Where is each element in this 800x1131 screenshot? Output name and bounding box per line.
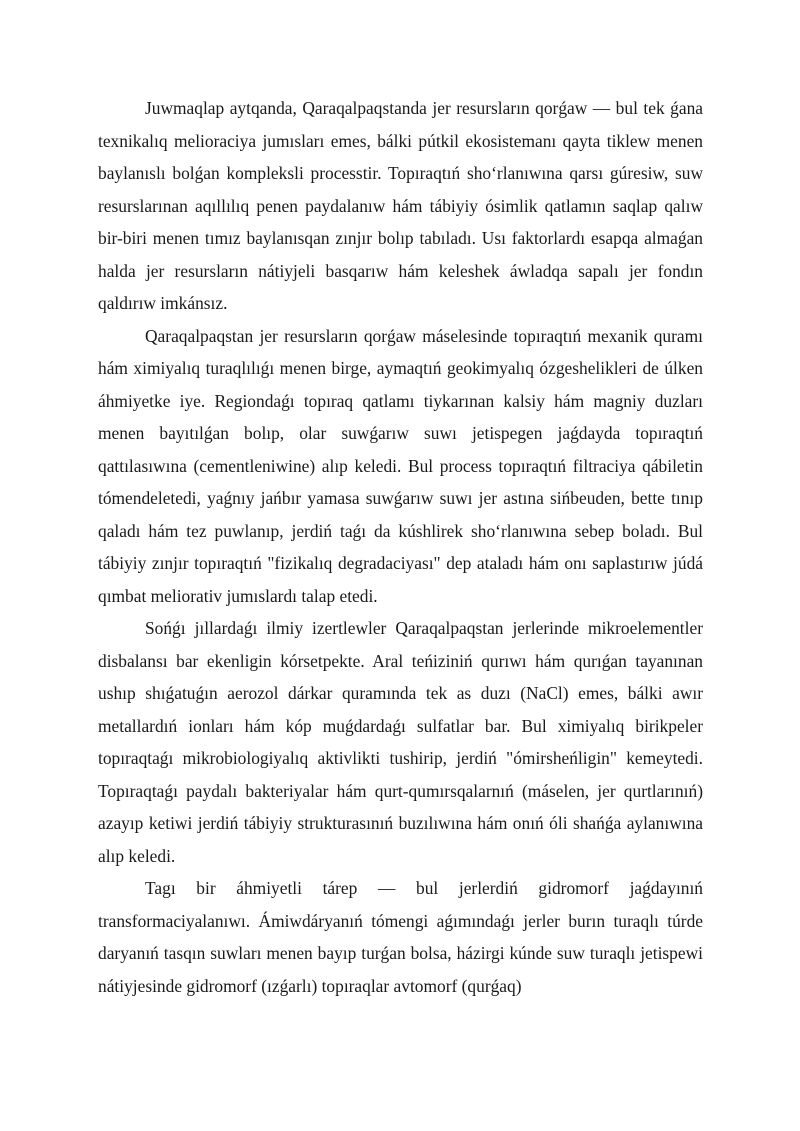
- paragraph-microelements: Sońǵı jıllardaǵı ilmiy izertlewler Qaraqalpaqstan jerlerinde mikroelementler disbalansı bar ekenligin kórsetpekte. Aral teńiziniń qurıwı hám qurıǵan tayanınan ushıp shıǵatuǵın aerozol dárkar quramında tek as duzı (NaCl) emes, bálki awır metallardıń ionları hám kóp muǵdardaǵı sulfatlar bar. Bul ximiyalıq birikpeler topıraqtaǵı mikrobiologiyalıq aktivlikti tushirip, jerdiń "ómirsheńligin" kemeytedi. Topıraqtaǵı paydalı bakteriyalar hám qurt-qumırsqalarnıń (máselen, jer qurtlarınıń) azayıp ketiwi jerdiń tábiyiy strukturasınıń buzılıwına hám onıń óli shańǵa aylanıwına alıp keledi.: [98, 618, 703, 866]
- paragraph-conclusion: Juwmaqlap aytqanda, Qaraqalpaqstanda jer resursların qorǵaw — bul tek ǵana texnikalıq melioraciya jumısları emes, bálki pútkil ekosistemanı qayta tiklew menen baylanıslı bolǵan kompleksli processtir. Topıraqtıń sho‘rlanıwına qarsı gúresiw, suw resurslarınan aqıllılıq penen paydalanıw hám tábiyiy ósimlik qatlamın saqlap qalıw bir-biri menen tımız baylanısqan zınjır bolıp tabıladı. Usı faktorlardı esapqa almaǵan halda jer resursların nátiyjeli basqarıw hám keleshek áwladqa sapalı jer fondın qaldırıw imkánsız.: [98, 98, 703, 313]
- paragraph-geochemistry: Qaraqalpaqstan jer resursların qorǵaw máselesinde topıraqtıń mexanik quramı hám ximiyalıq turaqlılıǵı menen birge, aymaqtıń geokimyalıq ózgeshelikleri de úlken áhmiyetke iye. Regiondaǵı topıraq qatlamı tiykarınan kalsiy hám magniy duzları menen bayıtılǵan bolıp, olar suwǵarıw suwı jetispegen jaǵdayda topıraqtıń qattılasıwına (cementleniwine) alıp keledi. Bul process topıraqtıń filtraciya qábiletin tómendeletedi, yaǵnıy jańbır yamasa suwǵarıw suwı jer astına sińbeuden, bette tınıp qaladı hám tez puwlanıp, jerdiń taǵı da kúshlirek sho‘rlanıwına sebep boladı. Bul tábiyiy zınjır topıraqtıń "fizikalıq degradaciyası" dep ataladı hám onı saplastırıw júdá qımbat meliorativ jumıslardı talap etedi.: [98, 325, 703, 606]
- body-text: [98, 92, 703, 1002]
- paragraph-hydromorphic: Tagı bir áhmiyetli tárep — bul jerlerdiń gidromorf jaǵdayınıń transformaciyalanıwı. Ámiwdáryanıń tómengi aǵımındaǵı jerler burın turaqlı túrde daryanıń tasqın suwları menen bayıp turǵan bolsa, házirgi kúnde suw turaqlı jetispewi nátiyjesinde gidromorf (ızǵarlı) topıraqlar avtomorf (qurǵaq): [98, 878, 703, 996]
